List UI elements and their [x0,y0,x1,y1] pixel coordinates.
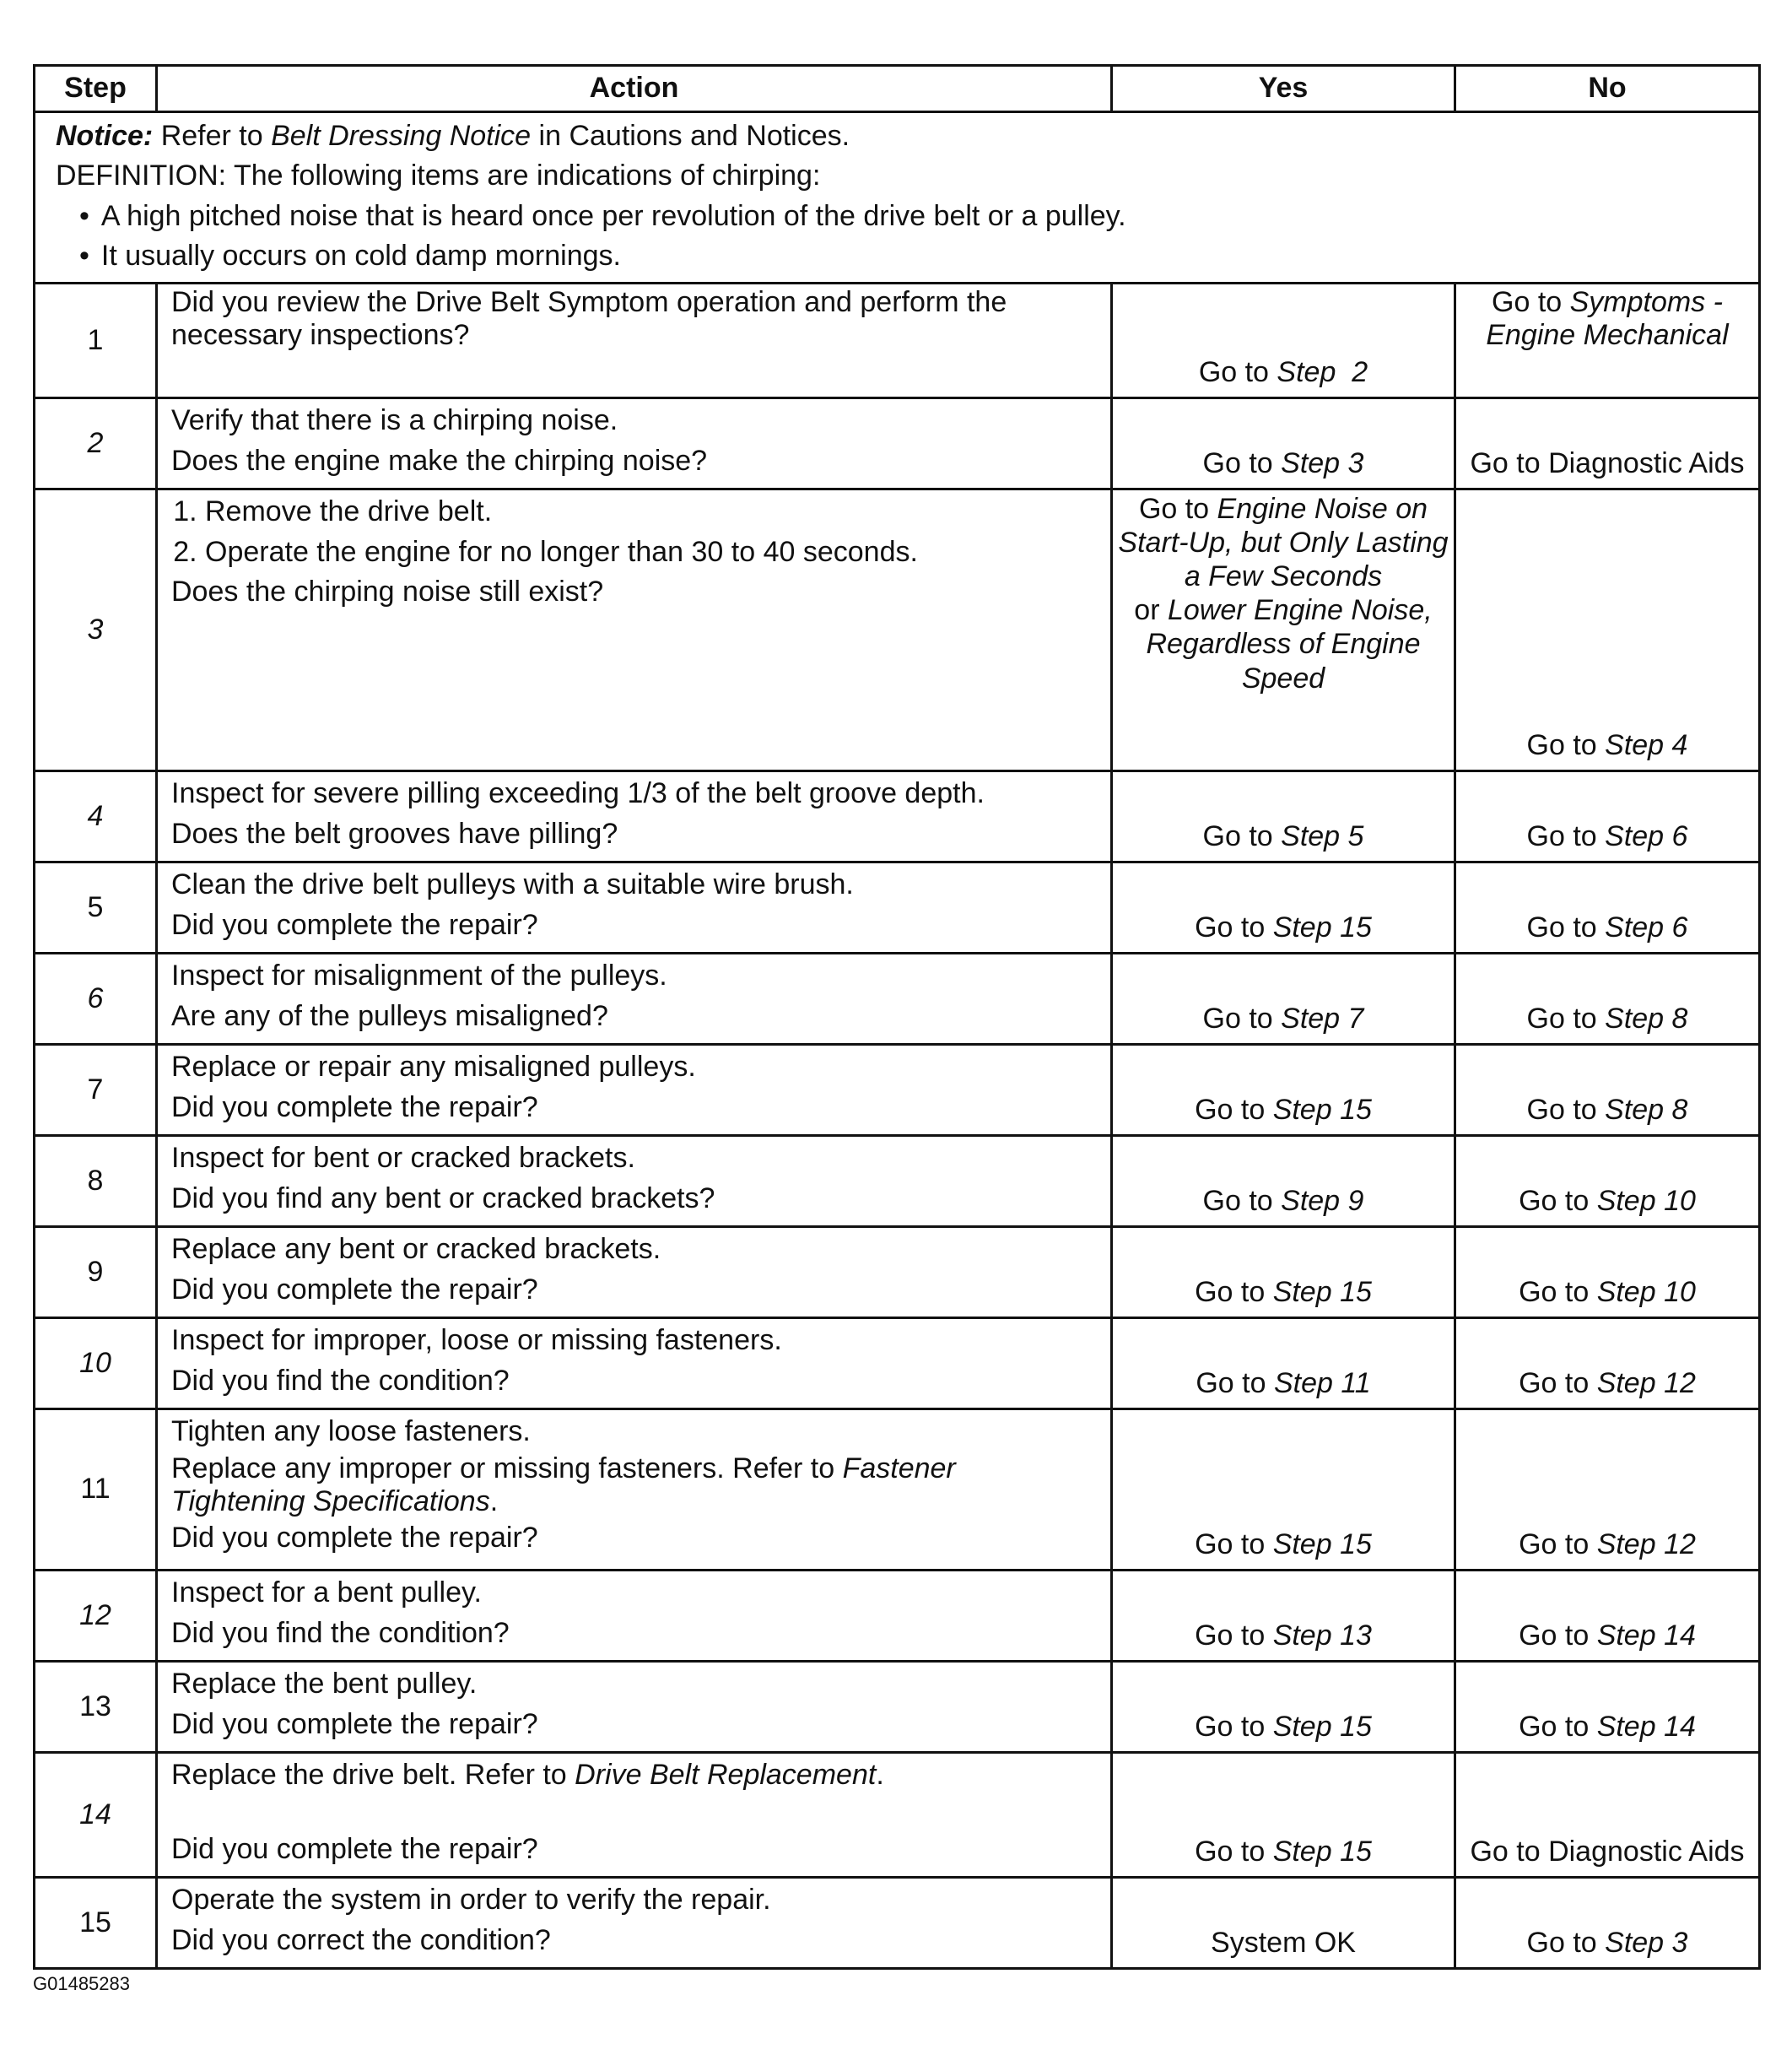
action-question: Does the chirping noise still exist? [171,576,604,608]
no-prefix: Go to [1519,1711,1597,1744]
no-cell [1455,770,1760,862]
diagnostic-table-container [33,64,1758,1970]
action-cell [157,862,1112,953]
no-prefix: Go to [1526,729,1606,762]
no-ref: Step 3 [1605,1927,1688,1960]
action-2-suffix: . [489,1484,499,1517]
no-cell [1455,1752,1760,1877]
yes-ref: Step 15 [1272,1711,1372,1744]
yes-ref: Step 5 [1281,820,1364,853]
table-row [35,770,1760,862]
action-text [171,1755,1097,1796]
table-row [35,1044,1760,1135]
action-text: Replace any bent or cracked brackets. [171,1232,661,1265]
step-number: 12 [35,1570,157,1661]
no-prefix: Go to [1526,820,1606,853]
notice-text-after: in Cautions and Notices. [531,119,850,152]
no-prefix: Go to [1519,1367,1597,1400]
yes-prefix: Go to [1202,447,1282,480]
action-text: Operate the system in order to verify the repair. [171,1883,771,1916]
action-text: Replace or repair any misaligned pulleys. [171,1050,696,1083]
yes-prefix: Go to [1202,1003,1282,1035]
action-cell [157,1044,1112,1135]
no-text: Go to Diagnostic Aids [1470,1836,1745,1868]
yes-prefix: Go to [1198,356,1277,389]
yes-ref: Step 15 [1272,1528,1372,1561]
no-prefix: Go to [1526,911,1606,944]
yes-prefix: Go to [1195,1711,1273,1744]
yes-ref: Step 15 [1272,1094,1372,1127]
action-list [171,492,1097,572]
yes-prefix: Go to [1202,1185,1282,1218]
yes-prefix: Go to [1195,1094,1273,1127]
action-text: Inspect for severe pilling exceeding 1/3 of the belt groove depth. [171,776,985,809]
step-number: 14 [35,1752,157,1877]
no-cell [1455,1570,1760,1661]
action-text: Inspect for a bent pulley. [171,1576,482,1609]
table-row [35,1135,1760,1226]
definition-bullets [56,197,1738,277]
no-prefix: Go to [1519,1185,1597,1218]
action-list-item: 1. Remove the drive belt. [205,492,1097,533]
table-row [35,489,1760,770]
action-text: Inspect for misalignment of the pulleys. [171,959,667,992]
action-2-ref: Fastener Tightening Specifications [171,1452,956,1517]
bullet-item: • It usually occurs on cold damp mornings. [79,236,1738,277]
action-question: Did you complete the repair? [171,1521,538,1554]
yes-cell [1112,489,1455,770]
no-prefix: Go to [1492,285,1570,318]
step-number: 6 [35,953,157,1044]
action-cell [157,1570,1112,1661]
no-ref: Step 8 [1605,1094,1688,1127]
no-ref: Step 12 [1596,1528,1696,1561]
no-ref: Step 14 [1596,1619,1696,1652]
step-number: 9 [35,1226,157,1317]
no-ref: Symptoms - Engine Mechanical [1486,285,1729,352]
action-prefix: Replace the drive belt. Refer to [171,1758,575,1791]
yes-ref: Engine Noise on Start-Up, but Only Lasting a Few Seconds [1118,492,1449,593]
yes-prefix: Go to [1195,1619,1273,1652]
action-text: Inspect for bent or cracked brackets. [171,1141,635,1174]
step-number: 4 [35,770,157,862]
step-number: 5 [35,862,157,953]
yes-prefix: Go to [1196,1367,1274,1400]
table-row [35,1877,1760,1968]
no-cell [1455,1317,1760,1408]
action-text: Verify that there is a chirping noise. [171,403,618,436]
yes-prefix: Go to [1195,1528,1273,1561]
action-question: Did you find the condition? [171,1364,510,1397]
figure-id: G01485283 [33,1973,130,1994]
action-text: Tighten any loose fasteners. [171,1414,531,1447]
yes-prefix: Go to [1195,911,1273,944]
no-ref: Step 12 [1596,1367,1696,1400]
table-row [35,1570,1760,1661]
header-yes: Yes [1112,66,1455,112]
no-cell [1455,1877,1760,1968]
yes-cell [1112,1752,1455,1877]
yes-cell [1112,770,1455,862]
yes-ref: Step 13 [1272,1619,1372,1652]
yes-cell [1112,862,1455,953]
yes-cell [1112,953,1455,1044]
yes-ref: Step 7 [1281,1003,1364,1035]
table-row [35,862,1760,953]
action-question: Did you find any bent or cracked brackets? [171,1181,715,1214]
table-row [35,283,1760,397]
yes-ref: Step 15 [1272,1276,1372,1309]
notice-text-before: Refer to [160,119,272,152]
no-cell [1455,283,1760,397]
step-number: 7 [35,1044,157,1135]
step-number: 11 [35,1408,157,1570]
no-cell [1455,397,1760,489]
yes-mid: or [1134,594,1168,627]
no-ref: Step 6 [1605,820,1688,853]
step-number: 1 [35,283,157,397]
no-text: Go to Diagnostic Aids [1470,447,1745,480]
action-question: Are any of the pulleys misaligned? [171,999,608,1032]
action-text: Replace the bent pulley. [171,1667,478,1700]
action-question: Did you complete the repair? [171,1832,538,1865]
action-question: Does the belt grooves have pilling? [171,817,618,850]
yes-ref: Step 2 [1277,356,1368,389]
no-ref: Step 10 [1596,1276,1696,1309]
yes-cell [1112,1661,1455,1752]
table-row [35,1752,1760,1877]
no-cell [1455,953,1760,1044]
action-ref: Drive Belt Replacement [575,1758,877,1791]
no-prefix: Go to [1519,1528,1597,1561]
table-row [35,953,1760,1044]
action-2-prefix: Replace any improper or missing fasteners. Refer to [171,1452,843,1484]
yes-cell [1112,1317,1455,1408]
yes-ref: Step 15 [1272,1836,1372,1868]
yes-cell [1112,1570,1455,1661]
no-cell [1455,1408,1760,1570]
no-prefix: Go to [1519,1619,1597,1652]
chirping-diagnostic-table [33,64,1761,1970]
no-prefix: Go to [1526,1094,1606,1127]
no-ref: Step 10 [1596,1185,1696,1218]
action-question: Did you correct the condition? [171,1923,551,1956]
action-cell [157,1661,1112,1752]
action-cell [157,1317,1112,1408]
action-cell [157,770,1112,862]
no-cell [1455,862,1760,953]
notice-label: Notice: [56,119,154,152]
header-row [35,66,1760,112]
step-number: 13 [35,1661,157,1752]
action-cell [157,1226,1112,1317]
notice-cell [35,111,1760,283]
table-row [35,1408,1760,1570]
notice-row [35,111,1760,283]
definition-line: DEFINITION: The following items are indications of chirping: [56,160,821,192]
no-ref: Step 14 [1596,1711,1696,1744]
action-cell [157,1135,1112,1226]
table-row [35,1226,1760,1317]
action-question: Did you complete the repair? [171,1707,538,1740]
no-cell [1455,1044,1760,1135]
table-row [35,1317,1760,1408]
notice-line [56,116,1738,157]
action-text-2 [171,1452,1097,1518]
header-step: Step [35,66,157,112]
bullet-item: • A high pitched noise that is heard once per revolution of the drive belt or a pulley. [79,197,1738,237]
step-number: 2 [35,397,157,489]
yes-prefix: Go to [1195,1276,1273,1309]
yes-cell [1112,1226,1455,1317]
action-cell [157,1877,1112,1968]
no-cell [1455,1135,1760,1226]
yes-cell [1112,397,1455,489]
action-cell [157,489,1112,770]
no-cell [1455,489,1760,770]
action-question: Did you find the condition? [171,1616,510,1649]
step-number: 15 [35,1877,157,1968]
header-action: Action [157,66,1112,112]
action-text: Clean the drive belt pulleys with a suitable wire brush. [171,868,854,900]
action-cell [157,397,1112,489]
no-cell [1455,1226,1760,1317]
no-cell [1455,1661,1760,1752]
no-ref: Step 6 [1605,911,1688,944]
yes-cell [1112,283,1455,397]
action-suffix: . [876,1758,884,1791]
action-cell [157,283,1112,397]
action-question: Did you complete the repair? [171,1273,538,1306]
no-ref: Step 8 [1605,1003,1688,1035]
header-no: No [1455,66,1760,112]
step-number: 10 [35,1317,157,1408]
no-prefix: Go to [1519,1276,1597,1309]
yes-ref-2: Lower Engine Noise, Regardless of Engine Speed [1146,594,1433,695]
notice-ref: Belt Dressing Notice [271,119,532,152]
yes-ref: Step 11 [1273,1367,1371,1400]
yes-text: System OK [1211,1927,1356,1960]
yes-prefix: Go to [1202,820,1282,853]
action-question: Did you complete the repair? [171,908,538,941]
yes-ref: Step 15 [1272,911,1372,944]
action-cell [157,953,1112,1044]
no-prefix: Go to [1526,1927,1606,1960]
yes-prefix: Go to [1195,1836,1273,1868]
no-prefix: Go to [1526,1003,1606,1035]
action-list-item: 2. Operate the engine for no longer than 30 to 40 seconds. [205,533,1097,573]
step-number: 8 [35,1135,157,1226]
no-ref: Step 4 [1605,729,1688,762]
yes-cell [1112,1877,1455,1968]
action-question: Did you complete the repair? [171,1090,538,1123]
yes-cell [1112,1044,1455,1135]
step-number: 3 [35,489,157,770]
action-question: Does the engine make the chirping noise? [171,444,708,477]
action-text: Inspect for improper, loose or missing fasteners. [171,1323,782,1356]
yes-cell [1112,1408,1455,1570]
yes-prefix: Go to [1138,492,1217,525]
yes-ref: Step 9 [1281,1185,1364,1218]
yes-ref: Step 3 [1281,447,1364,480]
table-row [35,1661,1760,1752]
action-text: Did you review the Drive Belt Symptom operation and perform the necessary inspections? [171,285,1007,352]
action-cell [157,1752,1112,1877]
yes-cell [1112,1135,1455,1226]
action-cell [157,1408,1112,1570]
table-row [35,397,1760,489]
